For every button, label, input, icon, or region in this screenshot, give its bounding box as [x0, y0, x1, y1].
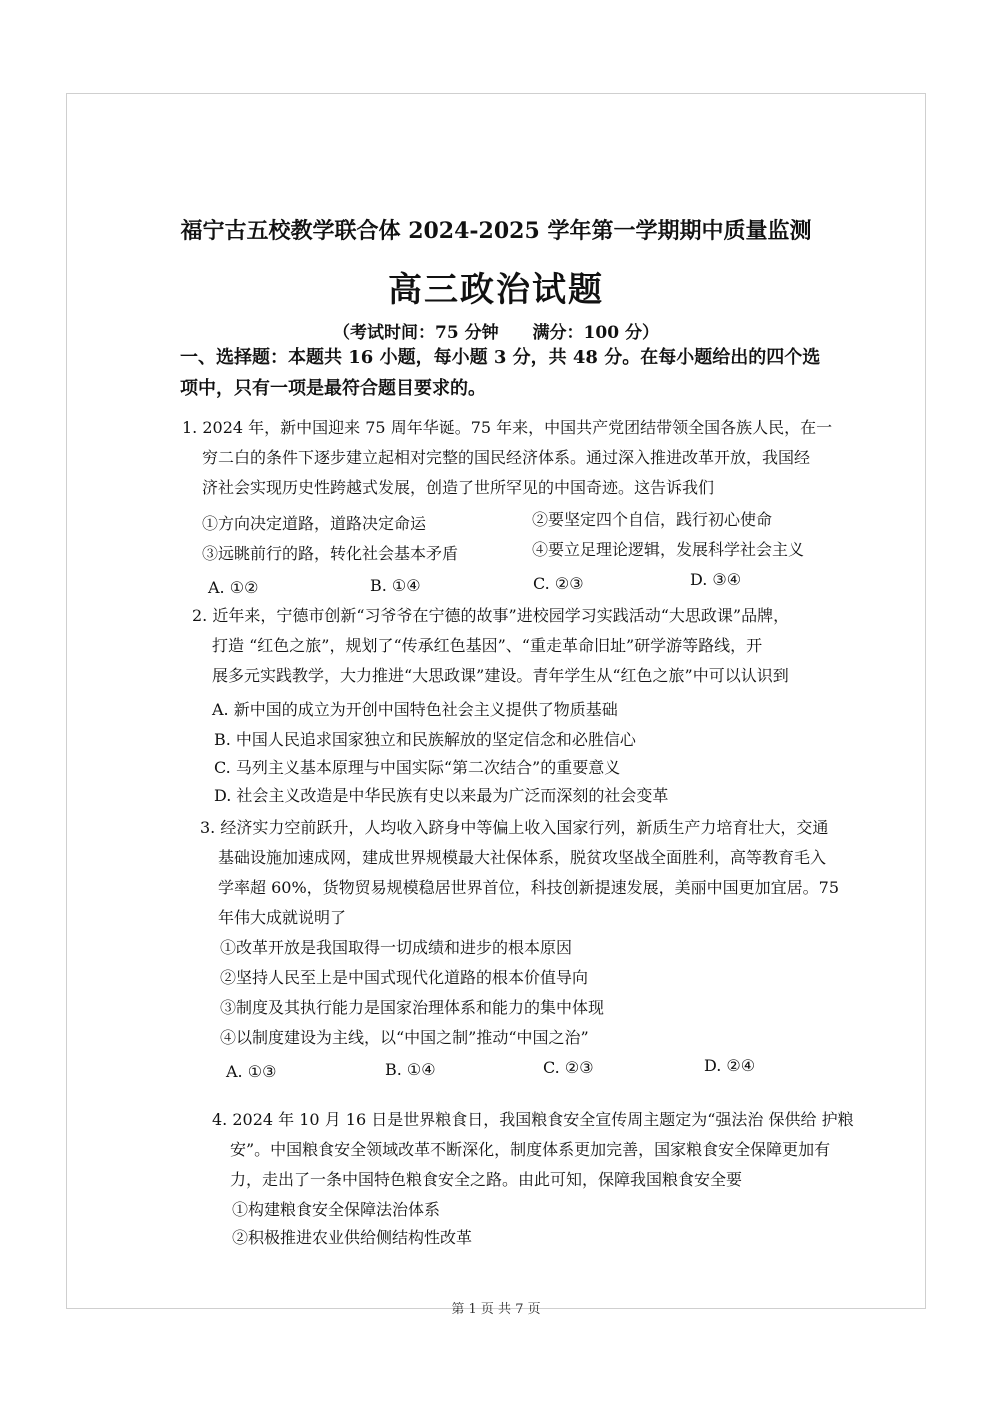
q3-option-d: D. ②④	[704, 1056, 756, 1075]
section-heading	[180, 342, 840, 404]
exam-time: （考试时间：75 分钟	[333, 323, 499, 343]
exam-title: 福宁古五校教学联合体 2024-2025 学年第一学期期中质量监测	[180, 218, 812, 244]
q1-option-c: C. ②③	[533, 574, 584, 593]
q2-option-d: D. 社会主义改造是中华民族有史以来最为广泛而深刻的社会变革	[214, 786, 669, 805]
q2-option-c: C. 马列主义基本原理与中国实际“第二次结合”的重要意义	[214, 758, 621, 777]
q1-option-a: A. ①②	[208, 578, 259, 597]
q4-statement-1: ①构建粮食安全保障法治体系	[232, 1200, 441, 1219]
q3-option-c: C. ②③	[543, 1058, 594, 1077]
q1-stem-line: 济社会实现历史性跨越式发展，创造了世所罕见的中国奇迹。这告诉我们	[202, 478, 715, 497]
q3-statement-2: ②坚持人民至上是中国式现代化道路的根本价值导向	[220, 968, 589, 987]
q1-option-d: D. ③④	[690, 570, 742, 589]
exam-info	[0, 318, 992, 343]
q3-statement-1: ①改革开放是我国取得一切成绩和进步的根本原因	[220, 938, 573, 957]
q2-option-a: A. 新中国的成立为开创中国特色社会主义提供了物质基础	[212, 700, 618, 719]
q1-statement-4: ④要立足理论逻辑，发展科学社会主义	[532, 540, 805, 559]
q3-option-a: A. ①③	[226, 1062, 277, 1081]
q1-stem-line: 穷二白的条件下逐步建立起相对完整的国民经济体系。通过深入推进改革开放，我国经	[202, 448, 811, 467]
q2-stem-line: 打造 “红色之旅”，规划了“传承红色基因”、“重走革命旧址”研学游等路线，开	[212, 636, 763, 655]
subject-title: 高三政治试题	[388, 270, 604, 310]
q4-stem-line: 4. 2024 年 10 月 16 日是世界粮食日，我国粮食安全宣传周主题定为“强法治 保供给 护粮	[212, 1110, 854, 1129]
q2-stem-line: 展多元实践教学，大力推进“大思政课”建设。青年学生从“红色之旅”中可以认识到	[212, 666, 789, 685]
q3-statement-4: ④以制度建设为主线，以“中国之制”推动“中国之治”	[220, 1028, 589, 1047]
q1-stem-line: 1. 2024 年，新中国迎来 75 周年华诞。75 年来，中国共产党团结带领全国各族人民，在一	[182, 418, 833, 437]
q3-stem-line: 学率超 60%，货物贸易规模稳居世界首位，科技创新提速发展，美丽中国更加宜居。75	[218, 878, 840, 897]
q2-stem-line: 2. 近年来，宁德市创新“习爷爷在宁德的故事”进校园学习实践活动“大思政课”品牌，	[192, 606, 790, 625]
q3-stem-line: 3. 经济实力空前跃升，人均收入跻身中等偏上收入国家行列，新质生产力培育壮大，交通	[200, 818, 829, 837]
q4-statement-2: ②积极推进农业供给侧结构性改革	[232, 1228, 473, 1247]
section-heading-line: 项中，只有一项是最符合题目要求的。	[180, 378, 486, 399]
section-heading-line: 一、选择题：本题共 16 小题，每小题 3 分，共 48 分。在每小题给出的四个选	[180, 347, 821, 368]
q2-option-b: B. 中国人民追求国家独立和民族解放的坚定信念和必胜信心	[214, 730, 636, 749]
q1-statement-1: ①方向决定道路，道路决定命运	[202, 514, 427, 533]
q1-statement-3: ③远眺前行的路，转化社会基本矛盾	[202, 544, 459, 563]
q3-stem-line: 年伟大成就说明了	[218, 908, 347, 927]
q1-option-b: B. ①④	[370, 576, 421, 595]
q3-statement-3: ③制度及其执行能力是国家治理体系和能力的集中体现	[220, 998, 605, 1017]
q1-statement-2: ②要坚定四个自信，践行初心使命	[532, 510, 773, 529]
q3-option-b: B. ①④	[385, 1060, 436, 1079]
exam-score: 满分：100 分）	[532, 323, 659, 343]
q3-stem-line: 基础设施加速成网，建成世界规模最大社保体系，脱贫攻坚战全面胜利，高等教育毛入	[218, 848, 827, 867]
q4-stem-line: 力，走出了一条中国特色粮食安全之路。由此可知，保障我国粮食安全要	[230, 1170, 743, 1189]
page-number: 第 1 页 共 7 页	[451, 1302, 541, 1317]
q4-stem-line: 安”。中国粮食安全领域改革不断深化，制度体系更加完善，国家粮食安全保障更加有	[230, 1140, 831, 1159]
